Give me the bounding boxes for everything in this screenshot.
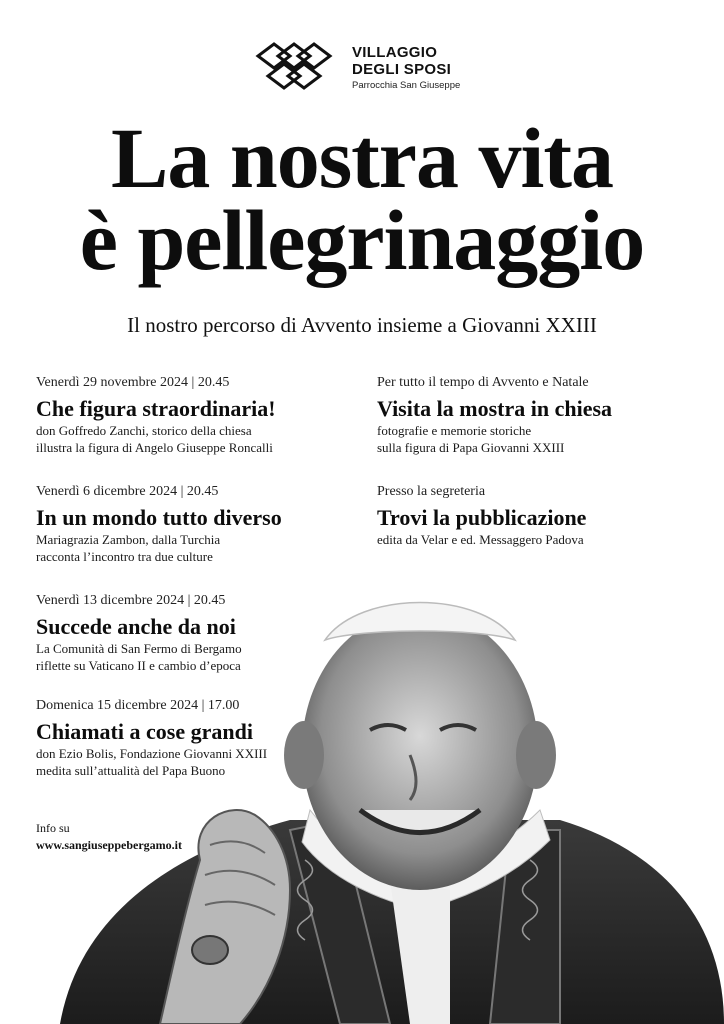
brand-block <box>352 44 460 93</box>
brand-parish: Parrocchia San Giuseppe <box>352 80 461 91</box>
diamond-lattice-logo-icon <box>254 40 334 92</box>
event-desc: don Goffredo Zanchi, storico della chiesa <box>36 423 252 438</box>
event-title: Chiamati a cose grandi <box>36 719 253 744</box>
event-desc: don Ezio Bolis, Fondazione Giovanni XXIII <box>36 746 268 761</box>
event-title: Trovi la pubblicazione <box>377 505 587 530</box>
event-desc: edita da Velar e ed. Messaggero Padova <box>377 532 584 547</box>
event-item <box>36 374 366 456</box>
brand-name-line2: DEGLI SPOSI <box>352 61 452 78</box>
event-date: Domenica 15 dicembre 2024 | 17.00 <box>36 698 240 713</box>
event-desc: sulla figura di Papa Giovanni XXIII <box>377 440 565 455</box>
brand-name-line1: VILLAGGIO <box>352 44 438 61</box>
event-item <box>36 483 366 565</box>
event-desc: medita sull’attualità del Papa Buono <box>36 763 226 778</box>
event-date: Venerdì 6 dicembre 2024 | 20.45 <box>36 484 219 499</box>
pope-portrait-image <box>40 580 724 1024</box>
event-item <box>377 374 707 456</box>
website-link[interactable]: www.sangiuseppebergamo.it <box>36 838 183 852</box>
event-title: Visita la mostra in chiesa <box>377 396 613 421</box>
event-desc: racconta l’incontro tra due culture <box>36 549 213 564</box>
event-desc: La Comunità di San Fermo di Bergamo <box>36 641 242 656</box>
event-title: Succede anche da noi <box>36 614 236 639</box>
event-title: Che figura straordinaria! <box>36 396 276 421</box>
event-date: Per tutto il tempo di Avvento e Natale <box>377 375 589 390</box>
event-desc: riflette su Vaticano II e cambio d’epoca <box>36 658 241 673</box>
event-desc: fotografie e memorie storiche <box>377 423 532 438</box>
event-desc: illustra la figura di Angelo Giuseppe Roncalli <box>36 440 273 455</box>
event-item <box>377 483 707 548</box>
event-desc: Mariagrazia Zambon, dalla Turchia <box>36 532 221 547</box>
event-title: In un mondo tutto diverso <box>36 505 282 530</box>
event-date: Presso la segreteria <box>377 484 486 499</box>
main-title-line1: La nostra vita <box>111 110 613 206</box>
info-block <box>36 820 182 854</box>
info-label: Info su <box>36 821 70 835</box>
main-title-line2: è pellegrinaggio <box>79 192 645 288</box>
event-date: Venerdì 13 dicembre 2024 | 20.45 <box>36 593 226 608</box>
subtitle: Il nostro percorso di Avvento insieme a Giovanni XXIII <box>127 313 597 337</box>
event-date: Venerdì 29 novembre 2024 | 20.45 <box>36 375 230 390</box>
